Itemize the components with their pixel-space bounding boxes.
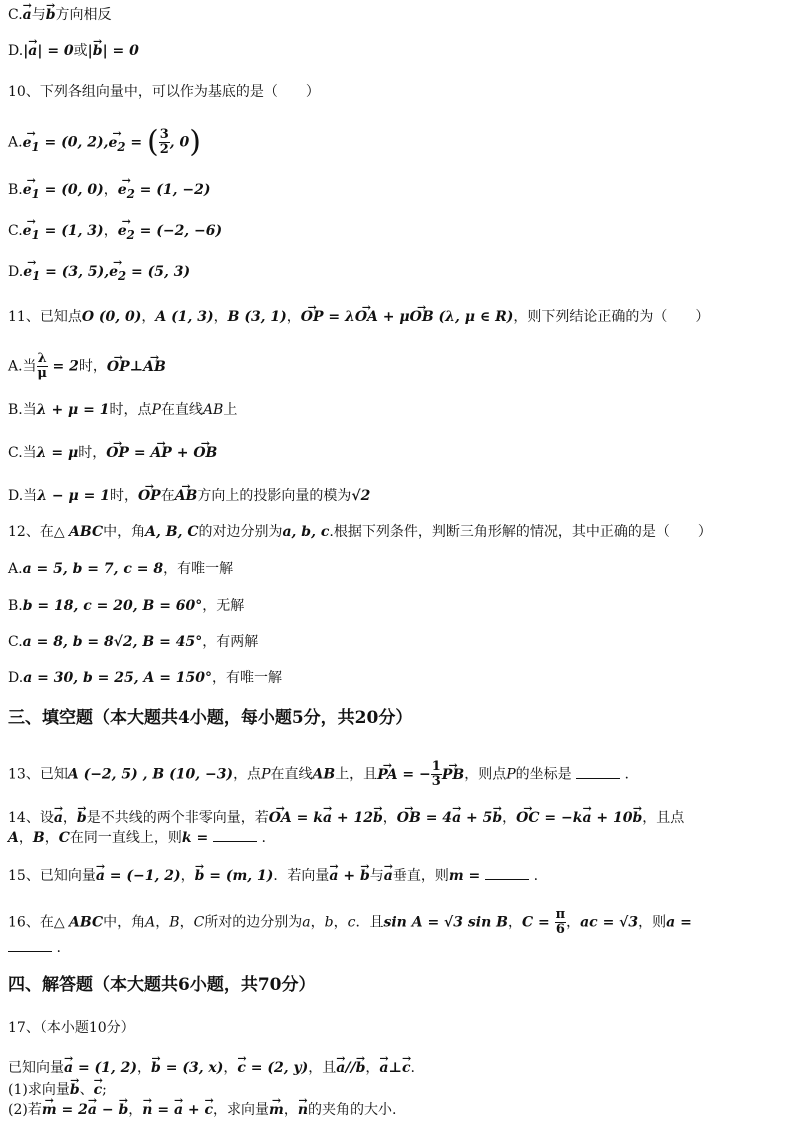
option-9d: D.|→ a| = 0或|→ b| = 0 (8, 41, 139, 61)
option-11d: D.当λ − μ = 1时，→ OP在→ AB方向上的投影向量的模为√2 (8, 486, 370, 506)
option-9c: C.→ a与→ b方向相反 (8, 5, 112, 25)
option-12d: D.a = 30, b = 25, A = 150°，有唯一解 (8, 670, 283, 686)
question-14-line2: A，B，C在同一直线上，则k = . (8, 830, 266, 846)
question-17-part1: (1)求向量→ b、→ c; (8, 1080, 107, 1100)
question-17-title: 17、（本小题10分） (8, 1020, 135, 1036)
question-17-stem: 已知向量→ a = (1, 2)，→ b = (3, x)，→ c = (2, y)，且→ a//→ b，→ a⊥→ c. (8, 1058, 415, 1078)
question-15: 15、已知向量→ a = (−1, 2)，→ b = (m, 1)．若向量→ a + → b与→ a垂直，则m = . (8, 866, 538, 886)
question-14-line1: 14、设→ a，→ b是不共线的两个非零向量，若→ OA = k→ a + 12→ b，→ OB = 4→ a + 5→ b，→ OC = −k→ a + 10→ b，且点 (8, 808, 684, 828)
option-11c: C.当λ = μ时，→ OP = → AP + → OB (8, 443, 217, 463)
option-10a: $A.\to e_1 = (0$, $2),\to e_2$ = ( $\frac{3}{2}$ , 0) (8, 128, 201, 157)
section-3-heading: 三、填空题（本大题共4小题，每小题5分，共20分） (8, 708, 413, 728)
option-10d: $D.\to e_1 = (3$, $5),\to e_2 = (5$, 3) (8, 262, 190, 286)
option-12c: C.a = 8, b = 8√2, B = 45°，有两解 (8, 634, 259, 650)
option-10b: $B.\to e_1 = (0$, 0)，→ $e_2 = (1$, −2) (8, 180, 211, 204)
question-12: 12、在△ ABC中，角A, B, C的对边分别为a, b, c.根据下列条件，判断三角形解的情况，其中正确的是（ ） (8, 524, 712, 540)
option-11b: B.当λ + μ = 1时，点P在直线AB上 (8, 402, 238, 418)
option-12b: B.b = 18, c = 20, B = 60°，无解 (8, 598, 245, 614)
section-4-heading: 四、解答题（本大题共6小题，共70分） (8, 975, 316, 995)
option-10c: $C.\to e_1 = (1$, 3)，→ $e_2 = (-2$, −6) (8, 221, 222, 245)
question-16-line1: 16、在△ ABC中，角A，B，C所对的边分别为a，b，c．且sin A = √3 sin B，C = $\frac{\pi}{6}$ ，ac = √3，则a = (8, 907, 692, 937)
question-10: 10、下列各组向量中，可以作为基底的是（ ） (8, 84, 320, 100)
question-17-part2: (2)若→ m = 2→ a − → b，→ n = → a + → c，求向量→ m，→ n的夹角的大小. (8, 1100, 397, 1120)
option-11a: A.当 $\frac{\lambda}{\mu}$ = 2时，→ OP⊥→ AB (8, 352, 166, 381)
question-11: 11、已知点O (0, 0)，A (1, 3)，B (3, 1)，→ OP = λ→ OA + μ→ OB (λ, μ ∈ R)，则下列结论正确的为（ ） (8, 307, 709, 327)
question-16-line2: . (8, 938, 61, 958)
question-13: 13、已知A (−2, 5) , B (10, −3)，点P在直线AB上，且→ PA = − $\frac{1}{3}$ → PB，则点P的坐标是 . (8, 760, 629, 789)
option-12a: A.a = 5, b = 7, c = 8，有唯一解 (8, 561, 234, 577)
